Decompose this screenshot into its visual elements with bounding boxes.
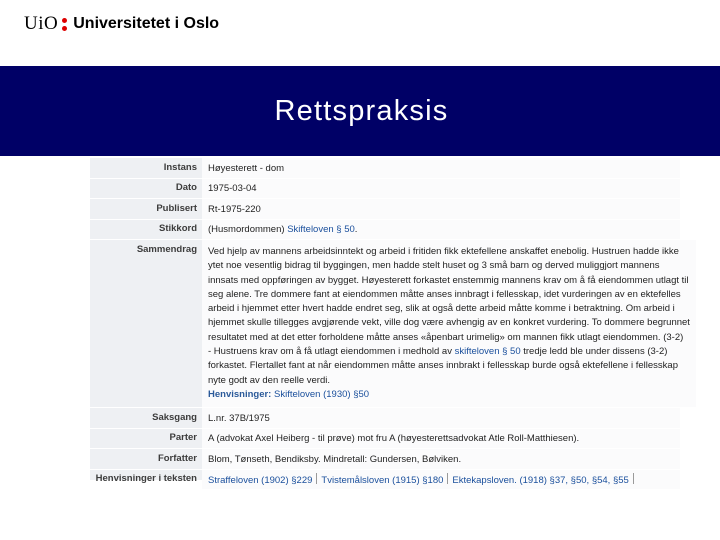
label-stikkord: Stikkord (158, 223, 197, 234)
value-saksgang: L.nr. 37B/1975 (202, 408, 680, 428)
uio-logo[interactable] (24, 13, 219, 35)
summary-line: ytet noe vesentlig bidrag til byggingen, men hadde stelt huset og 3 små barn og derved muliggjort mannens (208, 260, 660, 272)
row-henvisninger-i-teksten (90, 470, 680, 491)
summary-line: nyte godt av den reelle verdi. (208, 374, 330, 386)
label-sammendrag: Sammendrag (136, 244, 197, 255)
straffeloven-link[interactable]: Straffeloven (1902) §229 (208, 475, 313, 487)
label-publisert: Publisert (156, 202, 197, 214)
separator (316, 473, 317, 484)
stikkord-prefix: (Husmordommen) (208, 224, 285, 235)
logo-university-name: Universitetet i Oslo (73, 15, 220, 32)
row-dato (90, 179, 680, 200)
row-stikkord (90, 220, 680, 241)
value-dato: 1975-03-04 (202, 179, 680, 199)
tvistemalsloven-link[interactable]: Tvistemålsloven (1915) §180 (321, 475, 444, 487)
summary-line8-suffix: tredje ledd ble under dissens (3-2) (523, 346, 668, 358)
value-instans: Høyesterett - dom (202, 158, 680, 178)
summary-line: forkastet. Flertallet fant at når eiendommen måtte anses innbrakt i fellesskap burde også ektefellene i fellesskap (208, 360, 678, 372)
title-banner (0, 66, 720, 156)
row-instans (90, 158, 680, 179)
label-forfatter: Forfatter (157, 452, 197, 464)
row-saksgang (90, 408, 680, 429)
value-sammendrag (202, 240, 696, 407)
logo-colon-mark (62, 18, 67, 31)
stikkord-link[interactable]: Skifteloven § 50 (287, 224, 355, 235)
slide-title: Rettspraksis (274, 95, 449, 127)
ektekapsloven-link[interactable]: Ektekapsloven. (1918) §37, §50, §54, §55 (452, 475, 629, 487)
henvisninger-link[interactable]: Skifteloven (1930) §50 (274, 388, 370, 400)
summary-line8-prefix: - Hustruens krav om å få utlagt eiendommen i medhold av (208, 346, 452, 358)
summary-line: arbeid i hjemmet etter hvert hadde endret seg, slik at også dette arbeid måtte komme i betraktning. Om arbeid i (208, 303, 675, 315)
value-publisert: Rt-1975-220 (202, 199, 680, 219)
summary-line: resultatet med at det etter forholdene måtte anses «åpenbart urimelig» om mannen fikk utlagt eiendommen. (3-2) (208, 331, 684, 343)
row-forfatter (90, 449, 680, 470)
summary-line: seg alene. Tre dommere fant at eiendommen måtte anses innbragt i fellesskap, idet vurderingen av en ektefelles (208, 288, 681, 300)
label-instans: Instans (163, 161, 197, 173)
summary-line-with-link (208, 345, 690, 359)
henvisninger-label: Henvisninger: (208, 388, 272, 400)
value-parter: A (advokat Axel Heiberg - til prøve) mot fru A (høyesterettsadvokat Atle Roll-Matthiesen). (202, 429, 680, 449)
separator (633, 473, 634, 484)
value-forfatter: Blom, Tønseth, Bendiksby. Mindretall: Gundersen, Bølviken. (202, 449, 680, 469)
row-parter (90, 429, 680, 450)
label-dato: Dato (175, 182, 197, 193)
summary-line: innsats med oppføringen av bygget. Høyesterett forkastet enstemmig mannens krav om å få eiendommen utlagt til (208, 274, 689, 286)
value-stikkord (202, 220, 680, 240)
summary-line: Ved hjelp av mannens arbeidsinntekt og arbeid i fritiden fikk ektefellene anskaffet enebolig. Hustruen hadde ikke (208, 246, 679, 257)
separator (447, 473, 448, 484)
case-record-screenshot (90, 158, 690, 487)
row-publisert (90, 199, 680, 220)
skifteloven-link[interactable]: skifteloven § 50 (454, 346, 521, 358)
row-sammendrag (90, 240, 690, 408)
logo-uio-text: UiO (24, 13, 59, 34)
value-henvisninger-i-teksten (202, 470, 680, 490)
stikkord-suffix: . (354, 224, 358, 235)
label-parter: Parter (169, 432, 197, 444)
label-henvisninger-i-teksten: Henvisninger i teksten (95, 473, 197, 485)
summary-henvisninger (208, 388, 690, 402)
summary-line: hjemmet skulle tillegges avgjørende vekt, ville dog være avhengig av en konkret vurdering. To dommere begrunnet (208, 317, 690, 329)
label-saksgang: Saksgang (152, 411, 197, 423)
